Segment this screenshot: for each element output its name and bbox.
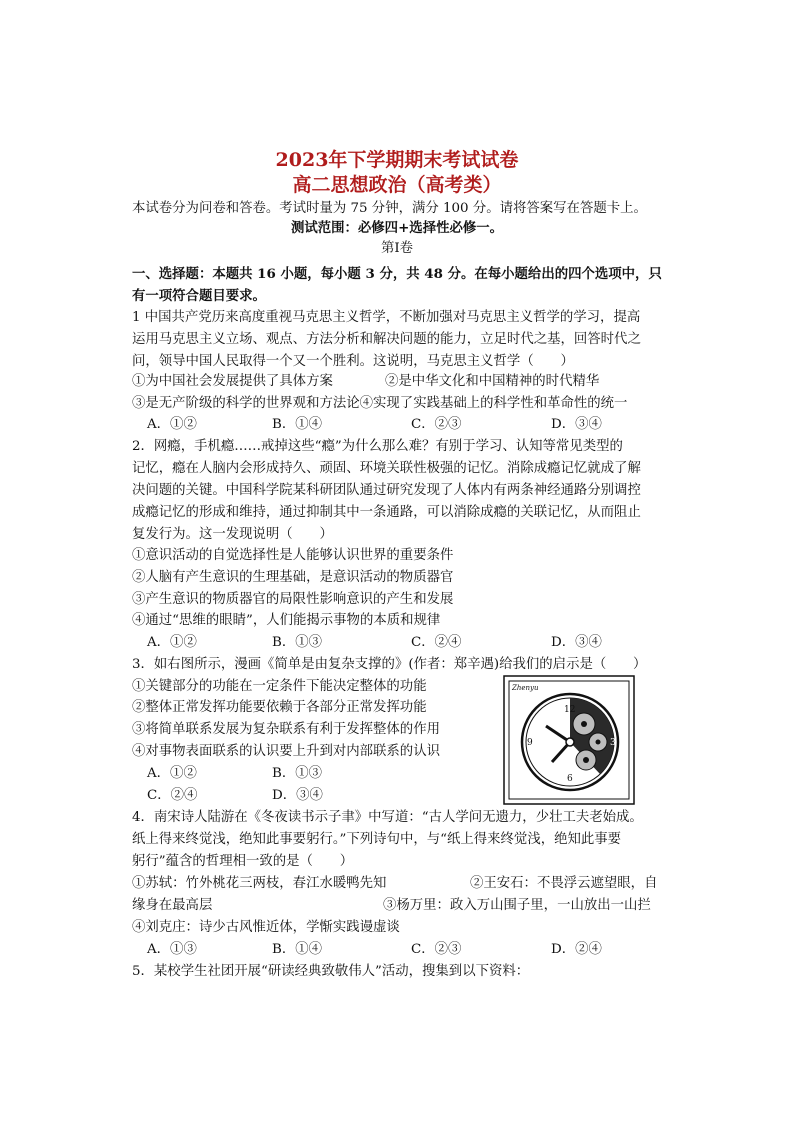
q5-stem: 5．某校学生社团开展“研读经典致敬伟人”活动，搜集到以下资料： bbox=[132, 964, 530, 979]
q2-option-b: B．①③ bbox=[272, 635, 323, 650]
test-scope: 测试范围：必修四+选择性必修一。 bbox=[290, 220, 504, 236]
q1-option-b: B．①④ bbox=[272, 417, 323, 432]
q4-statement-2: ②王安石：不畏浮云遮望眼，自 bbox=[470, 876, 658, 891]
q1-stem-line: 1 中国共产党历来高度重视马克思主义哲学，不断加强对马克思主义哲学的学习，提高 bbox=[132, 310, 641, 325]
q4-stem-line: 纸上得来终觉浅，绝知此事要躬行。”下列诗句中，与“纸上得来终觉浅，绝知此事要 bbox=[132, 832, 622, 847]
q4-stem-line: 4．南宋诗人陆游在《冬夜读书示子聿》中写道：“古人学问无遗力，少壮工夫老始成。 bbox=[132, 810, 643, 825]
q2-stem-line: 成瘾记忆的形成和维持，通过抑制其中一条通路，可以消除成瘾的关联记忆，从而阻止 bbox=[132, 505, 641, 520]
q4-statement-3: ③杨万里：政入万山围子里，一山放出一山拦 bbox=[383, 898, 651, 913]
q4-option-d: D．②④ bbox=[551, 942, 602, 957]
cartoon-clock-illustration bbox=[500, 668, 640, 808]
section-instruction-1: 一、选择题：本题共 16 小题，每小题 3 分，共 48 分。在每小题给出的四个选项中，只 bbox=[132, 266, 662, 282]
q3-statement: ②整体正常发挥功能要依赖于各部分正常发挥功能 bbox=[132, 700, 427, 715]
q2-stem-line: 记忆，瘾在人脑内会形成持久、顽固、环境关联性极强的记忆。消除成瘾记忆就成了解 bbox=[132, 461, 641, 476]
q4-statement-4: ④刘克庄：诗少古风惟近体，学惭实践谩虚谈 bbox=[132, 920, 400, 935]
q4-option-c: C．②③ bbox=[411, 942, 462, 957]
q4-option-b: B．①④ bbox=[272, 942, 323, 957]
exam-subtitle: 高二思想政治（高考类） bbox=[292, 174, 502, 196]
cartoon-signature: Zhenyu bbox=[512, 684, 539, 692]
q1-stem-line: 运用马克思主义立场、观点、方法分析和解决问题的能力，立足时代之基，回答时代之 bbox=[132, 332, 641, 347]
clock-number-6: 6 bbox=[567, 774, 573, 784]
q2-stem-line: 2．网瘾，手机瘾……戒掉这些“瘾”为什么那么难？有别于学习、认知等常见类型的 bbox=[132, 439, 623, 454]
clock-number-3: 3 bbox=[610, 738, 616, 748]
q3-option-b: B．①③ bbox=[272, 766, 323, 781]
clock-number-9: 9 bbox=[527, 738, 533, 748]
q2-statement: ③产生意识的物质器官的局限性影响意识的产生和发展 bbox=[132, 592, 454, 607]
q1-statement-3-4: ③是无产阶级的科学的世界观和方法论④实现了实践基础上的科学性和革命性的统一 bbox=[132, 396, 628, 411]
q1-statement-1: ①为中国社会发展提供了具体方案 bbox=[132, 374, 333, 389]
q1-option-d: D．③④ bbox=[551, 417, 602, 432]
q3-statement: ④对事物表面联系的认识要上升到对内部联系的认识 bbox=[132, 744, 440, 759]
exam-intro: 本试卷分为问卷和答卷。考试时量为 75 分钟，满分 100 分。请将答案写在答题卡上。 bbox=[132, 201, 647, 216]
q3-option-a: A．①② bbox=[147, 766, 197, 781]
q2-stem-line: 决问题的关键。中国科学院某科研团队通过研究发现了人体内有两条神经通路分别调控 bbox=[132, 483, 641, 498]
q3-option-c: C．②④ bbox=[147, 788, 198, 803]
q2-statement: ①意识活动的自觉选择性是人能够认识世界的重要条件 bbox=[132, 548, 454, 563]
q1-option-c: C．②③ bbox=[411, 417, 462, 432]
clock-number-12: 12 bbox=[564, 705, 576, 715]
q3-statement: ①关键部分的功能在一定条件下能决定整体的功能 bbox=[132, 679, 427, 694]
q1-statement-2: ②是中华文化和中国精神的时代精华 bbox=[385, 374, 600, 389]
clock-gears-icon bbox=[500, 668, 640, 808]
q3-option-d: D．③④ bbox=[272, 788, 323, 803]
q4-option-a: A．①③ bbox=[147, 942, 197, 957]
exam-title: 2023年下学期期末考试试卷 bbox=[275, 149, 519, 171]
q1-option-a: A．①② bbox=[147, 417, 197, 432]
q1-stem-line: 问，领导中国人民取得一个又一个胜利。这说明，马克思主义哲学（ ） bbox=[132, 354, 574, 369]
q2-option-c: C．②④ bbox=[411, 635, 462, 650]
q2-option-a: A．①② bbox=[147, 635, 197, 650]
q4-statement-2-cont: 缘身在最高层 bbox=[132, 898, 213, 913]
q2-option-d: D．③④ bbox=[551, 635, 602, 650]
q4-stem-line: 躬行”蕴含的哲理相一致的是（ ） bbox=[132, 854, 354, 869]
q2-stem-line: 复发行为。这一发现说明（ ） bbox=[132, 527, 333, 542]
q4-statement-1: ①苏轼：竹外桃花三两枝，春江水暖鸭先知 bbox=[132, 876, 387, 891]
volume-label: 第Ⅰ卷 bbox=[380, 241, 414, 256]
q2-statement: ④通过“思维的眼睛”，人们能揭示事物的本质和规律 bbox=[132, 613, 441, 628]
q2-statement: ②人脑有产生意识的生理基础，是意识活动的物质器官 bbox=[132, 570, 454, 585]
q3-stem: 3．如右图所示，漫画《简单是由复杂支撑的》(作者：郑辛遇)给我们的启示是（ ） bbox=[132, 657, 647, 672]
q3-statement: ③将简单联系发展为复杂联系有利于发挥整体的作用 bbox=[132, 722, 440, 737]
section-instruction-2: 有一项符合题目要求。 bbox=[132, 288, 266, 304]
